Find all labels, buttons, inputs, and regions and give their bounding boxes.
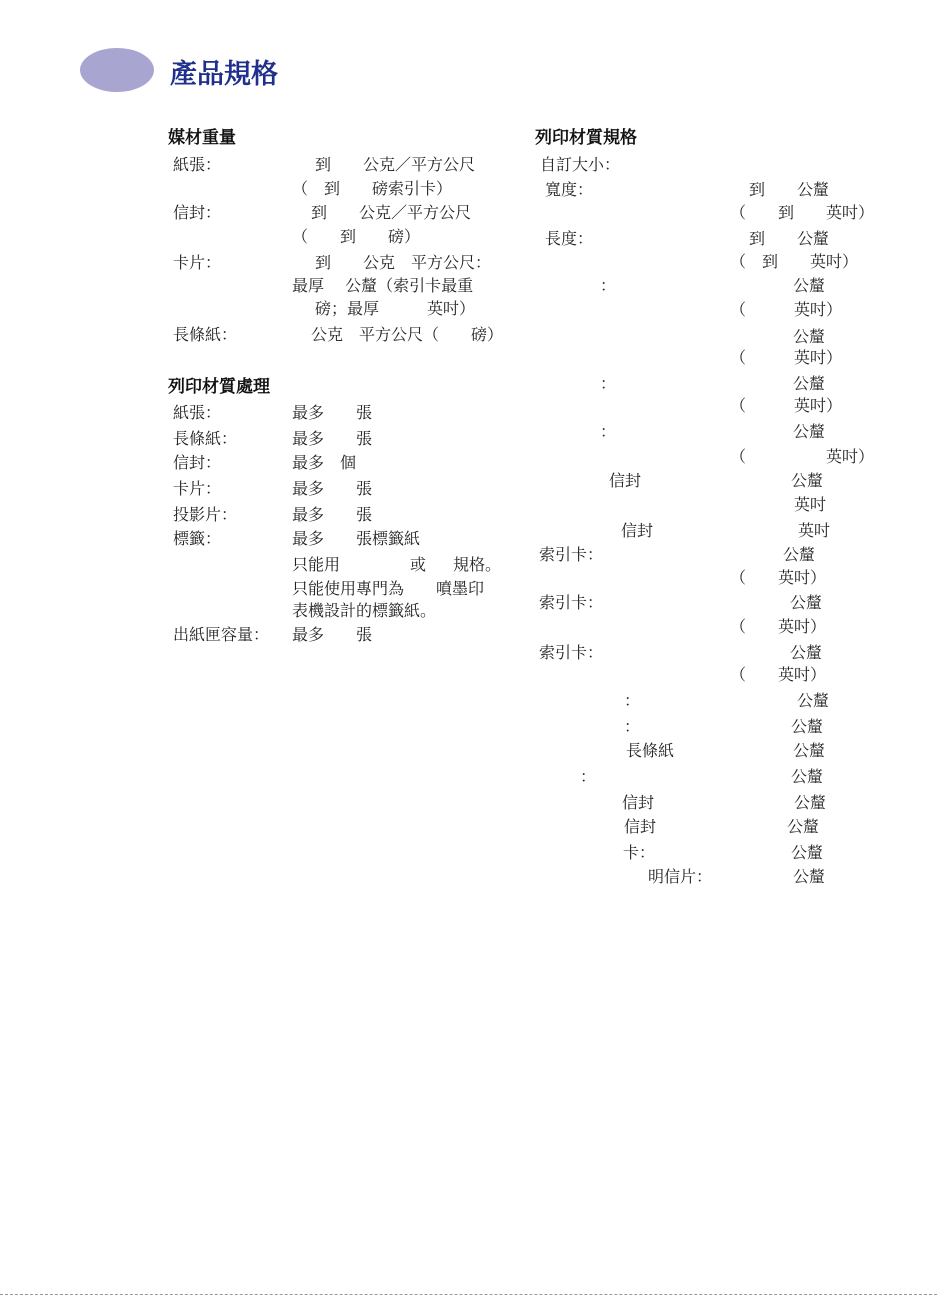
size-row7-mm: 公釐 [791, 767, 824, 786]
handling-labels-value: 最多 張標籤紙 [292, 529, 421, 548]
chapter-tab-oval [80, 48, 154, 92]
size-row2-inch: （ 英吋） [730, 348, 843, 367]
page-title: 產品規格 [170, 59, 278, 90]
envelope-size3-mm: 公釐 [794, 793, 827, 812]
paper-weight-value-imperial: （ 到 磅索引卡） [292, 179, 453, 198]
handling-labels-label: 標籤： [173, 529, 222, 548]
paper-weight-value: 到 公克／平方公尺 [315, 155, 476, 174]
labels-note-or: 或 [410, 555, 427, 574]
envelope-size3-label: 信封 [622, 793, 655, 812]
index-card1-inch: （ 英吋） [730, 568, 827, 587]
size-row1-mm: 公釐 [793, 276, 826, 295]
card-weight-label: 卡片： [173, 253, 222, 272]
envelope-size2-label: 信封 [621, 521, 654, 540]
envelope-weight-label: 信封： [173, 203, 222, 222]
size-row3-mm: 公釐 [793, 374, 826, 393]
size-row5-colon: ： [624, 691, 641, 710]
index-card2-label: 索引卡： [539, 593, 604, 612]
index-card3-inch: （ 英吋） [730, 665, 827, 684]
card-weight-max-imperial: 磅；最厚 英吋） [315, 299, 476, 318]
card-weight-value: 到 公克 平方公尺： [315, 253, 492, 272]
envelope-size1-mm: 公釐 [791, 471, 824, 490]
envelope-size4-mm: 公釐 [787, 817, 820, 836]
size-row1-inch: （ 英吋） [730, 300, 843, 319]
handling-paper-value: 最多 張 [292, 403, 373, 422]
size-row1-colon: ： [600, 276, 617, 295]
index-card2-mm: 公釐 [790, 593, 823, 612]
card-size-mm: 公釐 [791, 843, 824, 862]
index-card3-mm: 公釐 [790, 643, 823, 662]
media-weight-heading: 媒材重量 [168, 128, 236, 148]
labels-note-inkjet: 只能使用專門為 噴墨印 [292, 579, 485, 598]
index-card1-mm: 公釐 [783, 545, 816, 564]
handling-banner-value: 最多 張 [292, 429, 373, 448]
width-label: 寬度： [545, 180, 594, 199]
index-card2-inch: （ 英吋） [730, 617, 827, 636]
banner-size-label: 長條紙 [626, 741, 675, 760]
size-row6-colon: ： [624, 717, 641, 736]
labels-note-designed: 表機設計的標籤紙。 [292, 601, 437, 620]
labels-note-only-use: 只能用 [292, 555, 341, 574]
page-bottom-rule [0, 1294, 937, 1295]
banner-weight-value: 公克 平方公尺（ 磅） [311, 325, 504, 344]
index-card1-label: 索引卡： [539, 545, 604, 564]
handling-banner-label: 長條紙： [173, 429, 238, 448]
handling-transparency-value: 最多 張 [292, 505, 373, 524]
output-tray-label: 出紙匣容量： [173, 625, 270, 644]
size-row4-mm: 公釐 [793, 422, 826, 441]
size-row7-colon: ： [580, 767, 597, 786]
card-size-label: 卡： [623, 843, 656, 862]
index-card3-label: 索引卡： [539, 643, 604, 662]
custom-size-label: 自訂大小： [540, 155, 621, 174]
size-row3-colon: ： [600, 374, 617, 393]
envelope-size1-inch: 英吋 [794, 495, 827, 514]
labels-note-format: 規格。 [453, 555, 502, 574]
handling-envelope-label: 信封： [173, 453, 222, 472]
handling-card-label: 卡片： [173, 479, 222, 498]
postcard-size-mm: 公釐 [793, 867, 826, 886]
handling-paper-label: 紙張： [173, 403, 222, 422]
handling-card-value: 最多 張 [292, 479, 373, 498]
paper-weight-label: 紙張： [173, 155, 222, 174]
envelope-size4-label: 信封 [624, 817, 657, 836]
size-row3-inch: （ 英吋） [730, 396, 843, 415]
size-row5-mm: 公釐 [797, 691, 830, 710]
banner-weight-label: 長條紙： [173, 325, 238, 344]
size-row6-mm: 公釐 [791, 717, 824, 736]
length-label: 長度： [545, 229, 594, 248]
handling-transparency-label: 投影片： [173, 505, 238, 524]
output-tray-value: 最多 張 [292, 625, 373, 644]
length-value-inch: （ 到 英吋） [730, 252, 859, 271]
handling-envelope-value: 最多 個 [292, 453, 357, 472]
width-value-inch: （ 到 英吋） [730, 203, 875, 222]
envelope-weight-value: 到 公克／平方公尺 [311, 203, 472, 222]
envelope-size1-label: 信封 [609, 471, 642, 490]
media-handling-heading: 列印材質處理 [168, 377, 270, 397]
media-size-heading: 列印材質規格 [535, 128, 637, 148]
banner-size-mm: 公釐 [793, 741, 826, 760]
size-row4-colon: ： [600, 422, 617, 441]
size-row2-mm: 公釐 [793, 327, 826, 346]
envelope-weight-value-imperial: （ 到 磅） [292, 227, 421, 246]
length-value-mm: 到 公釐 [749, 229, 830, 248]
envelope-size2-inch: 英吋 [798, 521, 831, 540]
card-weight-max: 最厚 公釐（索引卡最重 [292, 276, 474, 295]
postcard-size-label: 明信片： [648, 867, 713, 886]
width-value-mm: 到 公釐 [749, 180, 830, 199]
size-row4-inch: （ 英吋） [730, 447, 875, 466]
